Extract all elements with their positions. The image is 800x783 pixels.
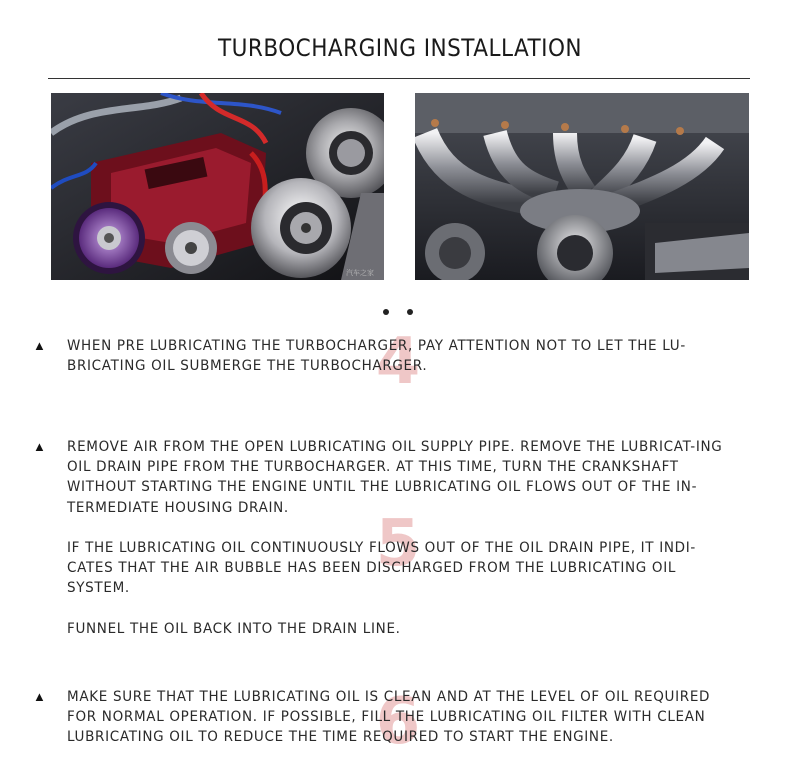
title-rule [48,78,750,79]
exhaust-manifold-photo [415,93,749,280]
pager-dots [383,309,413,315]
step-paragraph: IF THE LUBRICATING OIL CONTINUOUSLY FLOWS OUT OF THE OIL DRAIN PIPE, IT INDI-CATES THAT THE AIR BUBBLE HAS BEEN DISCHARGED FROM THE LUBRICATING OIL SYSTEM. [67,540,696,597]
pager-dot[interactable] [407,309,413,315]
page-title: TURBOCHARGING INSTALLATION [217,34,583,62]
step-paragraph: FUNNEL THE OIL BACK INTO THE DRAIN LINE. [67,621,401,637]
pager-dot[interactable] [383,309,389,315]
triangle-bullet-icon: ▲ [33,338,46,353]
step-number: 5 [375,507,421,581]
step-paragraph: REMOVE AIR FROM THE OPEN LUBRICATING OIL SUPPLY PIPE. REMOVE THE LUBRICAT-ING OIL DRAIN PIPE FROM THE TURBOCHARGER. AT THIS TIME, TURN THE CRANKSHAFT WITHOUT STARTING THE ENGINE UNTIL THE LUBRICATING OIL FLOWS OUT OF THE IN-TERMEDIATE HOUSING DRAIN. [67,439,723,516]
exhaust-manifold-turbo-icon [415,93,749,280]
engine-bay-photo [51,93,384,280]
step-paragraph: WHEN PRE LUBRICATING THE TURBOCHARGER, PAY ATTENTION NOT TO LET THE LU-BRICATING OIL SUBMERGE THE TURBOCHARGER. [67,338,686,375]
triangle-bullet-icon: ▲ [33,439,46,454]
turbocharger-in-engine-bay-icon [51,93,384,280]
step-paragraph: MAKE SURE THAT THE LUBRICATING OIL IS CLEAN AND AT THE LEVEL OF OIL REQUIRED FOR NORMAL OPERATION. IF POSSIBLE, FILL THE LUBRICATING OIL FILTER WITH CLEAN LUBRICATING OIL TO REDUCE THE TIME REQUIRED TO START THE ENGINE. [67,689,711,746]
triangle-bullet-icon: ▲ [33,689,46,704]
step-number: 6 [375,685,421,759]
step-number: 4 [375,325,421,399]
photo-watermark: 汽车之家 [346,269,374,277]
